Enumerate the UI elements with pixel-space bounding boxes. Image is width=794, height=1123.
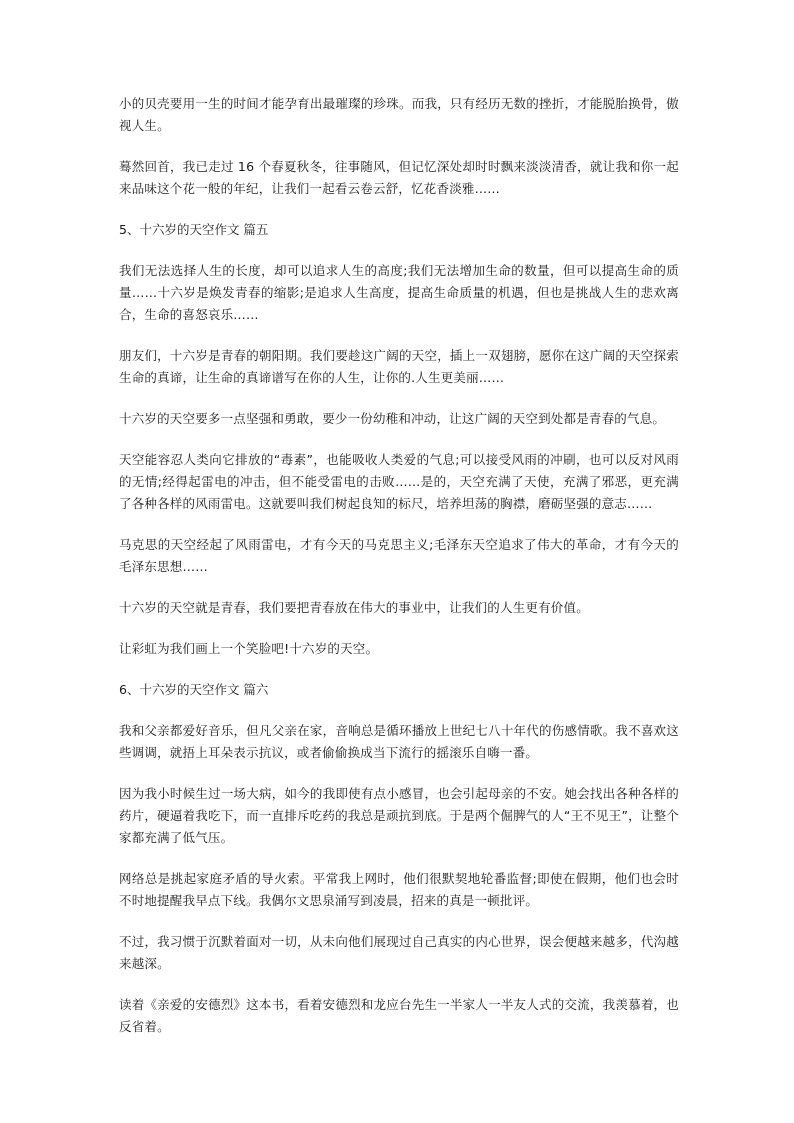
paragraph: 蓦然回首，我已走过 16 个春夏秋冬，往事随风，但记忆深处却时时飘来淡淡清香，就让我和你一起来品味这个花一般的年纪，让我们一起看云卷云舒，忆花香淡雅…… [119, 159, 679, 196]
paragraph: 我和父亲都爱好音乐，但凡父亲在家，音响总是循环播放上世纪七八十年代的伤感情歌。我不喜欢这些调调，就捂上耳朵表示抗议，或者偷偷换成当下流行的摇滚乐自嗨一番。 [119, 723, 679, 760]
paragraph: 天空能容忍人类向它排放的“毒素”，也能吸收人类爱的气息;可以接受风雨的冲刷，也可以反对风雨的无情;经得起雷电的冲击，但不能受雷电的击败……是的，天空充满了天使，充满了邪恶，更充满了各种各样的风雨雷电。这就要叫我们树起良知的标尺，培养坦荡的胸襟，磨砺坚强的意志…… [119, 452, 679, 511]
paragraph: 因为我小时候生过一场大病，如今的我即使有点小感冒，也会引起母亲的不安。她会找出各种各样的药片，硬逼着我吃下，而一直排斥吃药的我总是顽抗到底。于是两个倔脾气的人“王不见王”，让整个家都充满了低气压。 [119, 786, 679, 845]
section-heading: 5、十六岁的天空作文 篇五 [119, 222, 269, 237]
paragraph: 十六岁的天空要多一点坚强和勇敢，要少一份幼稚和冲动，让这广阔的天空到处都是青春的气息。 [119, 411, 666, 426]
paragraph: 马克思的天空经起了风雨雷电，才有今天的马克思主义;毛泽东天空追求了伟大的革命，才有今天的毛泽东思想…… [119, 537, 679, 574]
paragraph: 小的贝壳要用一生的时间才能孕育出最璀璨的珍珠。而我，只有经历无数的挫折，才能脱胎换骨，傲视人生。 [119, 96, 679, 133]
paragraph: 让彩虹为我们画上一个笑脸吧!十六岁的天空。 [119, 641, 379, 656]
paragraph: 我们无法选择人生的长度，却可以追求人生的高度;我们无法增加生命的数量，但可以提高生命的质量……十六岁是焕发青春的缩影;是追求人生高度，提高生命质量的机遇，但也是挑战人生的悲欢离合，生命的喜怒哀乐…… [119, 263, 679, 322]
paragraph: 读着《亲爱的安德烈》这本书，看着安德烈和龙应台先生一半家人一半友人式的交流，我羡慕着，也反省着。 [119, 997, 679, 1034]
paragraph: 十六岁的天空就是青春，我们要把青春放在伟大的事业中，让我们的人生更有价值。 [119, 600, 589, 615]
paragraph: 不过，我习惯于沉默着面对一切，从未向他们展现过自己真实的内心世界，误会便越来越多，代沟越来越深。 [119, 934, 679, 971]
paragraph: 网络总是挑起家庭矛盾的导火索。平常我上网时，他们很默契地轮番监督;即使在假期，他们也会时不时地提醒我早点下线。我偶尔文思泉涌写到凌晨，招来的真是一顿批评。 [119, 871, 679, 908]
section-heading: 6、十六岁的天空作文 篇六 [119, 682, 269, 697]
document-page [119, 93, 679, 1057]
paragraph: 朋友们，十六岁是青春的朝阳期。我们要趁这广阔的天空，插上一双翅膀，愿你在这广阔的天空探索生命的真谛，让生命的真谛谱写在你的人生，让你的.人生更美丽…… [119, 348, 679, 385]
